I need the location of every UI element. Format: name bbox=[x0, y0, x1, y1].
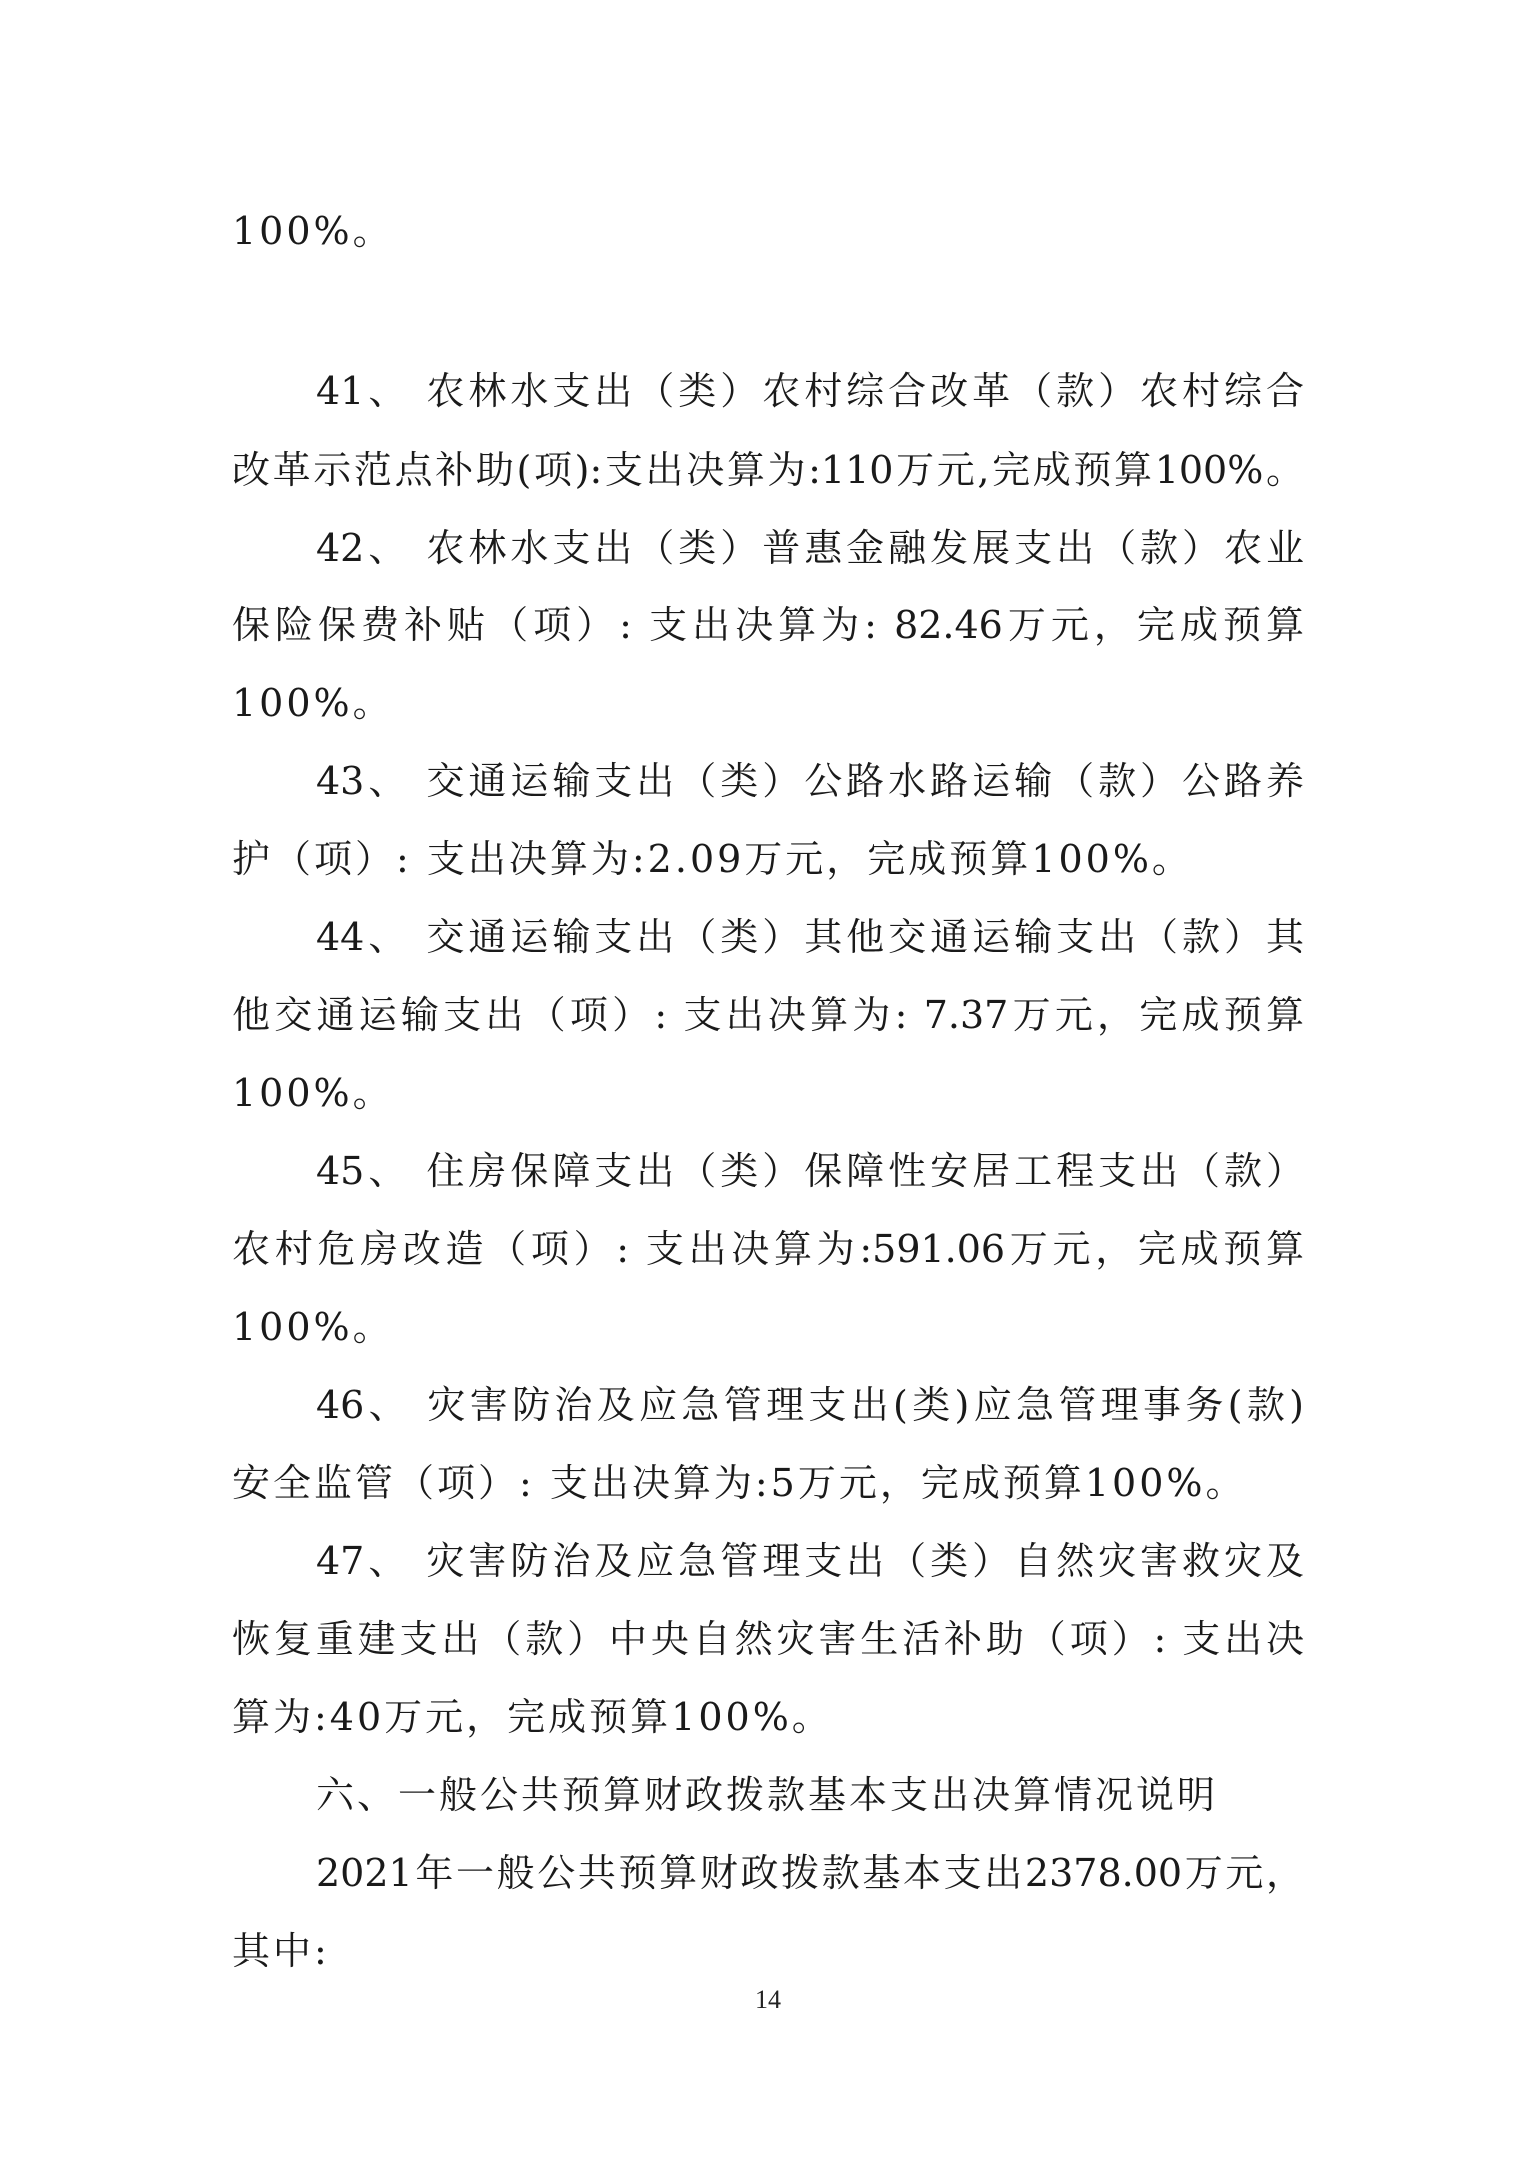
section-6-line-2: 其中: bbox=[232, 1929, 330, 1973]
item-42-line-1: 42、 农林水支出（类）普惠金融发展支出（款）农业 bbox=[316, 526, 1304, 570]
item-47-line-2: 恢复重建支出（款）中央自然灾害生活补助（项）: 支出决 bbox=[232, 1617, 1304, 1661]
item-46-line-2: 安全监管（项）: 支出决算为:5万元，完成预算100%。 bbox=[232, 1461, 1247, 1505]
item-44-line-3: 100%。 bbox=[232, 1071, 394, 1115]
item-47-line-1: 47、 灾害防治及应急管理支出（类）自然灾害救灾及 bbox=[316, 1539, 1304, 1583]
item-46-line-1: 46、 灾害防治及应急管理支出(类)应急管理事务(款) bbox=[316, 1383, 1304, 1427]
item-43-line-1: 43、 交通运输支出（类）公路水路运输（款）公路养 bbox=[316, 759, 1304, 803]
item-47-line-3: 算为:40万元，完成预算100%。 bbox=[232, 1695, 833, 1739]
item-42-line-3: 100%。 bbox=[232, 681, 394, 725]
item-41-line-2: 改革示范点补助(项):支出决算为:110万元,完成预算100%。 bbox=[232, 448, 1304, 492]
section-6-heading: 六、一般公共预算财政拨款基本支出决算情况说明 bbox=[316, 1773, 1219, 1817]
item-45-line-3: 100%。 bbox=[232, 1305, 394, 1349]
item-43-line-2: 护（项）: 支出决算为:2.09万元，完成预算100%。 bbox=[232, 837, 1193, 881]
item-45-line-1: 45、 住房保障支出（类）保障性安居工程支出（款） bbox=[316, 1149, 1304, 1193]
item-45-line-2: 农村危房改造（项）: 支出决算为:591.06万元，完成预算 bbox=[232, 1227, 1304, 1271]
item-42-line-2: 保险保费补贴（项）: 支出决算为: 82.46万元，完成预算 bbox=[232, 603, 1304, 647]
item-44-line-1: 44、 交通运输支出（类）其他交通运输支出（款）其 bbox=[316, 915, 1304, 959]
item-41-line-1: 41、 农林水支出（类）农村综合改革（款）农村综合 bbox=[316, 369, 1304, 413]
item-40-tail: 100%。 bbox=[232, 209, 394, 253]
section-6-line-1: 2021年一般公共预算财政拨款基本支出2378.00万元， bbox=[316, 1851, 1304, 1895]
item-44-line-2: 他交通运输支出（项）: 支出决算为: 7.37万元，完成预算 bbox=[232, 993, 1304, 1037]
page-number: 14 bbox=[755, 1985, 781, 2014]
